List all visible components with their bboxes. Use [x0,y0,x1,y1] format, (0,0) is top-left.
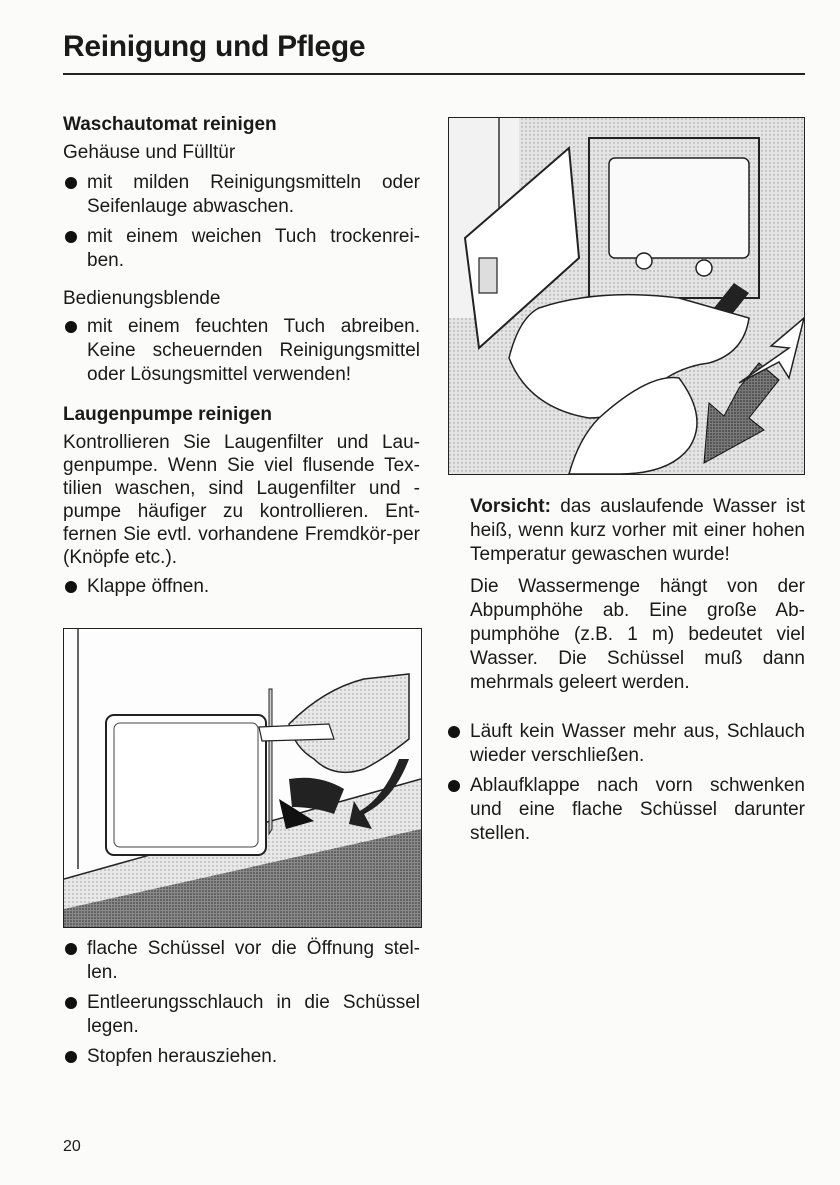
body-paragraph: Die Wassermenge hängt von der Abpumphöhe ab. Eine große Ab-pumphöhe (z.B. 1 m) bedeutet viel Wasser. Die Schüssel muß dann mehrmals geleert werden. [470,576,805,693]
right-column [470,495,805,695]
bullet-text: Entleerungsschlauch in die Schüssel legen. [87,992,420,1037]
bullet-icon [65,177,77,189]
bullet-item [63,991,420,1039]
left-column-lower [63,937,420,1069]
bullet-text: flache Schüssel vor die Öffnung stel-len. [87,938,420,983]
bullet-item [63,315,420,387]
bullet-text: Läuft kein Wasser mehr aus, Schlauch wieder verschließen. [470,721,805,766]
bullet-text: Stopfen herausziehen. [87,1046,278,1067]
drain-hose-illustration [449,118,804,474]
bullet-item [63,225,420,273]
bullet-icon [65,1051,77,1063]
bullet-text: mit einem weichen Tuch trockenrei-ben. [87,226,420,271]
bullet-text: Klappe öffnen. [87,576,210,597]
bullet-item [63,575,420,599]
title-divider [63,73,805,75]
bullet-icon [65,321,77,333]
bullet-item [63,937,420,985]
bullet-icon [448,726,460,738]
page-number: 20 [63,1138,81,1155]
section-heading-waschautomat: Waschautomat reinigen [63,114,277,135]
warning-paragraph [470,495,805,567]
left-column [63,113,420,599]
right-column-bullets [446,720,805,846]
bullet-item [63,1045,420,1069]
bullet-icon [65,581,77,593]
bullet-text: mit einem feuchten Tuch abreiben. Keine scheuernden Reinigungsmittel oder Lösungsmittel verwenden! [87,316,420,385]
figure-drain-hose [448,117,805,475]
warning-text: das auslaufende Wasser ist heiß, wenn kurz vorher mit einer hohen Temperatur gewaschen wurde! [470,496,806,565]
page-title: Reinigung und Pflege [63,30,366,63]
figure-open-flap [63,628,422,928]
bullet-item [446,720,805,768]
bullet-icon [65,943,77,955]
flap-illustration [64,629,421,927]
section-heading-laugenpumpe: Laugenpumpe reinigen [63,404,273,425]
subheading-bedienungsblende: Bedienungsblende [63,288,221,309]
bullet-item [63,171,420,219]
body-paragraph: Kontrollieren Sie Laugenfilter und Lau-genpumpe. Wenn Sie viel flusende Tex-tilien waschen, sind Laugenfilter und -pumpe häufiger zu kontrollieren. Ent-fernen Sie evtl. vorhandene Fremdkör-per (Knöpfe etc.). [63,432,420,568]
bullet-icon [65,231,77,243]
bullet-item [446,774,805,846]
bullet-icon [448,780,460,792]
bullet-text: Ablaufklappe nach vorn schwenken und eine flache Schüssel darunter stellen. [470,775,805,844]
warning-label: Vorsicht: [470,496,551,517]
subheading-gehaeuse: Gehäuse und Fülltür [63,142,236,163]
bullet-text: mit milden Reinigungsmitteln oder Seifenlauge abwaschen. [87,172,420,217]
bullet-icon [65,997,77,1009]
